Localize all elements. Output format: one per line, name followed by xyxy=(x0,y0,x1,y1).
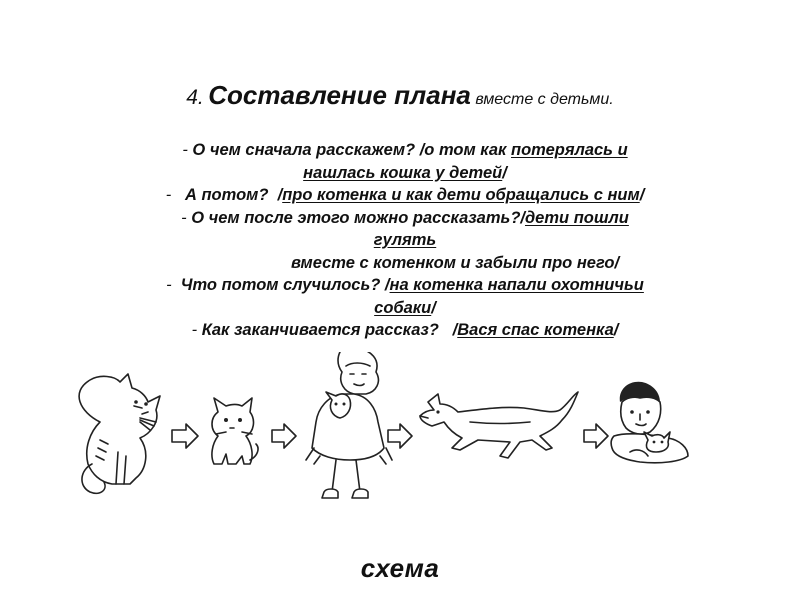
arrow-icon xyxy=(584,424,608,448)
plan-answer-suffix-4: / xyxy=(431,298,436,317)
plan-answer-suffix-1: / xyxy=(502,163,507,182)
plan-item-3-cont2 xyxy=(95,252,715,275)
plan-bullet: - xyxy=(182,141,188,159)
girl-with-kitten-drawing xyxy=(306,352,392,498)
plan-question-5: Как заканчивается рассказ? xyxy=(201,321,439,339)
plan-bullet: - xyxy=(191,321,198,339)
plan-question-4: Что потом случилось? / xyxy=(180,276,390,294)
plan-item-1-cont xyxy=(95,162,715,185)
cat-drawing xyxy=(79,374,160,493)
plan-answer-suffix-5: / xyxy=(613,321,619,339)
plan-answer-3a: дети пошли xyxy=(524,208,629,227)
plan-answer-suffix-2: / xyxy=(639,186,645,204)
scheme-caption: схема xyxy=(360,553,440,583)
plan-question-3: О чем после этого можно рассказать?/ xyxy=(191,208,525,227)
plan-bullet: - xyxy=(181,208,187,227)
slide-title xyxy=(0,80,800,111)
hunting-dog-drawing xyxy=(420,392,578,458)
plan-answer-4a: на котенка напали охотничьи xyxy=(389,276,644,294)
plan-answer-prefix-5: / xyxy=(452,321,458,339)
plan-item-4-cont xyxy=(95,297,715,320)
arrow-icon xyxy=(272,424,296,448)
plan-question-2: А потом? xyxy=(184,186,269,204)
title-number: 4. xyxy=(186,86,204,109)
story-scheme xyxy=(0,352,800,512)
arrow-icon xyxy=(388,424,412,448)
plan-answer-1b: нашлась кошка у детей xyxy=(303,163,503,182)
plan-item-3-cont xyxy=(95,229,715,252)
plan-answer-2: про котенка и как дети обращались с ним xyxy=(282,186,640,204)
plan-list xyxy=(95,139,715,342)
boy-with-kitten-drawing xyxy=(611,382,688,463)
plan-question-1: О чем сначала расскажем? xyxy=(192,141,416,159)
plan-item-2 xyxy=(95,184,715,207)
plan-answer-prefix-1: /о том как xyxy=(419,141,507,159)
plan-answer-prefix-2: / xyxy=(277,186,283,204)
kitten-drawing xyxy=(212,398,258,464)
plan-item-4 xyxy=(95,274,715,297)
plan-item-3 xyxy=(95,207,715,230)
title-suffix: вместе с детьми. xyxy=(475,91,614,108)
plan-bullet: - xyxy=(165,186,172,204)
plan-answer-4b: собаки xyxy=(374,298,432,317)
plan-answer-1a: потерялась и xyxy=(510,141,628,159)
plan-bullet: - xyxy=(166,276,172,294)
plan-answer-5: Вася спас котенка xyxy=(457,321,614,339)
arrow-icon xyxy=(172,424,198,448)
title-main: Составление плана xyxy=(208,80,471,110)
plan-answer-3c: вместе с котенком и забыли про него/ xyxy=(290,253,620,272)
plan-answer-3b: гулять xyxy=(373,231,437,249)
plan-item-5 xyxy=(95,319,715,342)
plan-item-1 xyxy=(95,139,715,162)
